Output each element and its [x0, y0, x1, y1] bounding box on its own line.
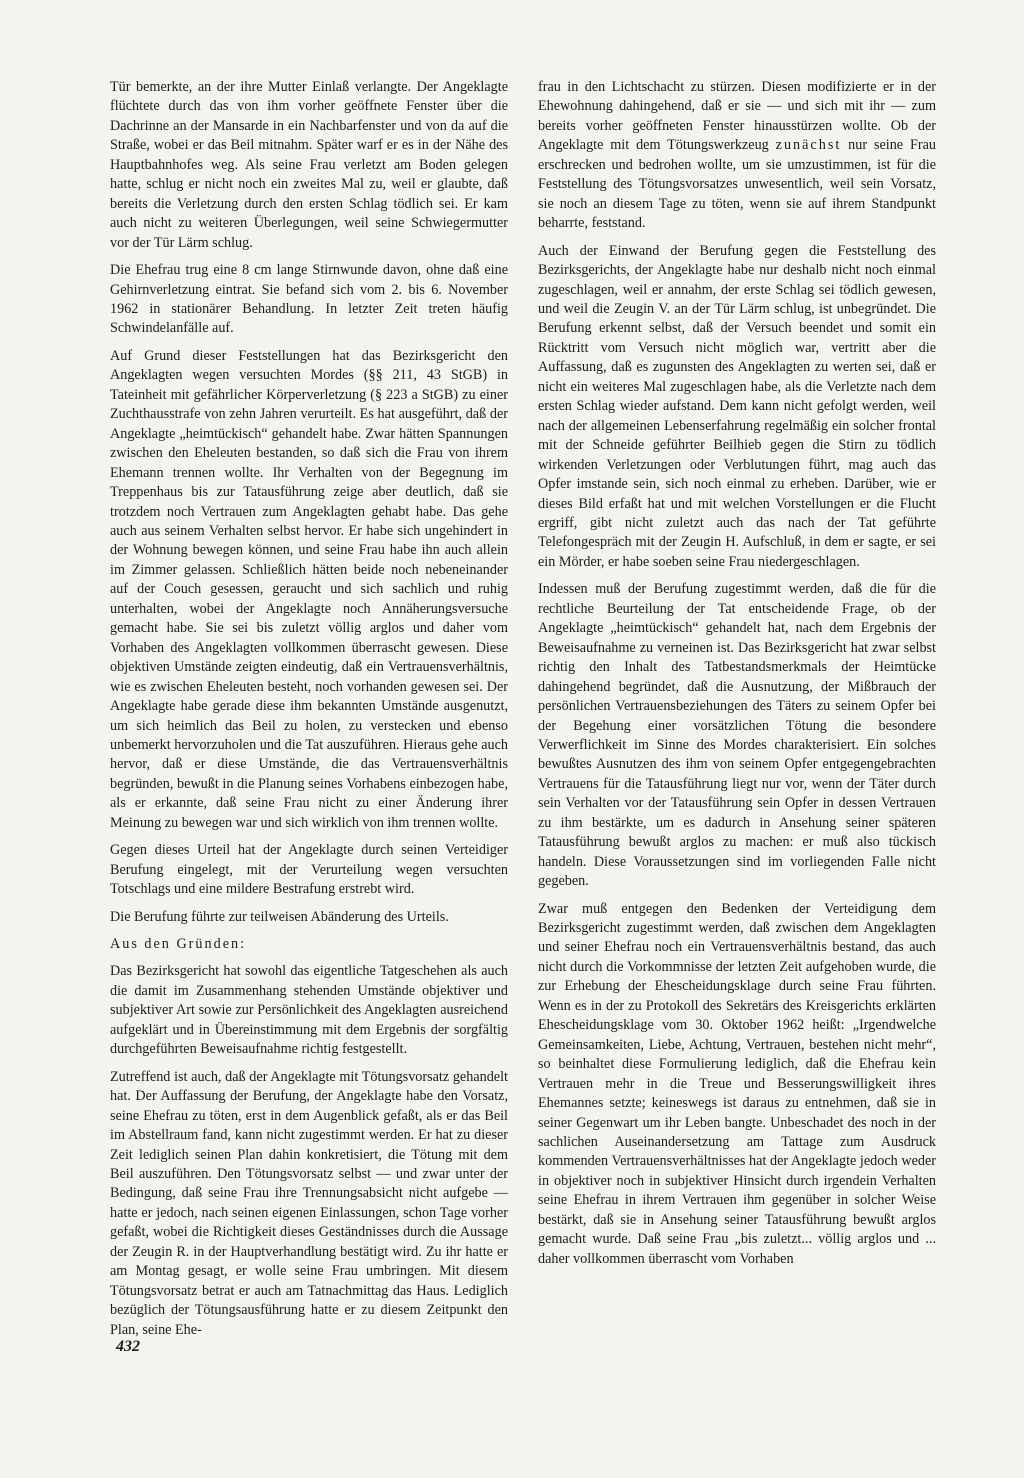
paragraph-continuation: [538, 78, 936, 234]
text-run: nur seine Frau erschrecken und bedrohen wollte, um sie umzustimmen, ist für die Feststellung des Tötungsvorsatzes unwesentlich, weil sein Vorsatz, sie noch an diesem Tage zu töten, wenn sie auf ihrem Standpunkt beharrte, feststand.: [538, 137, 936, 232]
page-number: 432: [116, 1338, 140, 1355]
paragraph: Gegen dieses Urteil hat der Angeklagte durch seinen Verteidiger Berufung eingelegt, mit der Verurteilung wegen versuchten Totschlags und eine mildere Bestrafung erstrebt wird.: [110, 842, 508, 898]
right-column: [538, 78, 936, 1277]
text-run: frau in den Lichtschacht zu stürzen. Diesen modifizierte er in der Ehewohnung dahingehend, daß er sie — und sich mit ihr — zum bereits vorher geöffneten Fenster hinausstürzen wollte. Ob der Angeklagte mit dem Tötungswerkzeug: [538, 79, 936, 154]
left-column: [110, 78, 508, 1348]
paragraph: Die Ehefrau trug eine 8 cm lange Stirnwunde davon, ohne daß eine Gehirnverletzung eintrat. Sie befand sich vom 2. bis 6. November 1962 in stationärer Behandlung. In letzter Zeit treten häufig Schwindelanfälle auf.: [110, 262, 508, 337]
paragraph: Das Bezirksgericht hat sowohl das eigentliche Tatgeschehen als auch die damit im Zusammenhang stehenden Umstände objektiver und subjektiver Art sowie zur Persönlichkeit des Angeklagten ausreichend aufgeklärt und in Übereinstimmung mit dem Ergebnis der sorgfältig durchgeführten Beweisaufnahme richtig festgestellt.: [110, 963, 508, 1058]
paragraph: Auch der Einwand der Berufung gegen die Feststellung des Bezirksgerichts, der Angeklagte habe nur deshalb nicht noch einmal zugeschlagen, weil er annahm, der erste Schlag sei tödlich gewesen, und weil die Zeugin V. an der Tür Lärm schlug, ist unbegründet. Die Berufung erkennt selbst, daß der Versuch beendet und somit ein Rücktritt vom Versuch nicht möglich war, vertritt aber die Auffassung, daß es zugunsten des Angeklagten zu werten sei, daß er nicht ein weiteres Mal zugeschlagen habe, als die Verletzte nach dem ersten Schlag wieder aufstand. Dem kann nicht gefolgt werden, weil nach der allgemeinen Lebenserfahrung regelmäßig ein solcher frontal mit der Schneide geführter Beilhieb gegen die Stirn zu tödlich wirkenden Verletzungen oder Verblutungen führt, mag auch das Opfer imstande sein, sich noch einmal zu erheben. Darüber, wie er dieses Bild erfaßt hat und mit welchen Vorstellungen er die Flucht ergriff, gibt nicht zuletzt auch das nach der Tat geführte Telefongespräch mit der Zeugin H. Aufschluß, in dem er sagte, er sei ein Mörder, er habe soeben seine Frau niedergeschlagen.: [538, 242, 936, 570]
paragraph: Die Berufung führte zur teilweisen Abänderung des Urteils.: [110, 908, 449, 925]
paragraph: Tür bemerkte, an der ihre Mutter Einlaß verlangte. Der Angeklagte flüchtete durch das von ihm vorher geöffnete Fenster über die Dachrinne an der Mansarde in ein Nachbarfenster und von da auf die Straße, wobei er das Beil mitnahm. Später warf er es in der Nähe des Hauptbahnhofes weg. Als seine Frau verletzt am Boden gelegen hatte, schlug er nicht noch ein zweites Mal zu, weil er glaubte, daß bereits die Verletzung durch den ersten Schlag tödlich sei. Er kam auch nicht zu weiteren Überlegungen, weil seine Schwiegermutter vor der Tür Lärm schlug.: [110, 79, 508, 251]
paragraph: Indessen muß der Berufung zugestimmt werden, daß die für die rechtliche Beurteilung der Tat entscheidende Frage, ob der Angeklagte „heimtückisch“ gehandelt hat, nach dem Ergebnis der Beweisaufnahme zu verneinen ist. Das Bezirksgericht hat zwar selbst richtig den Inhalt des Tatbestandsmerkmals der Heimtücke dahingehend begründet, daß die Ausnutzung, der Mißbrauch der persönlichen Vertrauensbeziehungen des Täters zu seinem Opfer bei der Begehung einer vorsätzlichen Tötung die besondere Verwerflichkeit im Sinne des Mordes charakterisiert. Ein solches bewußtes Ausnutzen des ihm von seinem Opfer entgegengebrachten Vertrauens für die Tatausführung liegt nur vor, wenn der Täter durch sein Verhalten vor der Tatausführung sein Opfer in dessen Vertrauen zu ihm bestärkte, um es dadurch in Ansehung seiner späteren Tatausführung bewußt arglos zu machen: er muß also tückisch handeln. Diese Voraussetzungen sind im vorliegenden Falle nicht gegeben.: [538, 581, 936, 890]
emphasized-word: zunächst: [775, 137, 842, 154]
paragraph: Zutreffend ist auch, daß der Angeklagte mit Tötungsvorsatz gehandelt hat. Der Auffassung der Berufung, der Angeklagte habe den Vorsatz, seine Ehefrau zu töten, erst in dem Augenblick gefaßt, als er das Beil im Abstellraum fand, kann nicht zugestimmt werden. Er hat zu dieser Zeit lediglich seinen Plan dahin konkretisiert, die Tötung mit dem Beil auszuführen. Den Tötungsvorsatz selbst — und zwar unter der Bedingung, daß seine Frau ihre Trennungsabsicht nicht aufgebe — hatte er jedoch, nach seinen eigenen Einlassungen, schon Tage vorher gefaßt, wobei die Richtigkeit dieses Geständnisses durch die Aussage der Zeugin R. in der Hauptverhandlung bestätigt wird. Zu ihr hatte er am Montag gesagt, er wolle seine Frau umbringen. Mit diesem Tötungsvorsatz betrat er auch am Tatnachmittag das Haus. Lediglich bezüglich der Tötungsausführung hatte er zu diesem Zeitpunkt den Plan, seine Ehe-: [110, 1068, 508, 1338]
paragraph: Zwar muß entgegen den Bedenken der Verteidigung dem Bezirksgericht zugestimmt werden, daß zwischen dem Angeklagten und seiner Ehefrau noch ein Vertrauensverhältnis bestand, das auch nicht durch die Vorkommnisse der letzten Zeit aufgehoben wurde, die zur Erhebung der Ehescheidungsklage durch seine Frau führten. Wenn es in der zu Protokoll des Sekretärs des Kreisgerichts erklärten Ehescheidungsklage vom 30. Oktober 1962 heißt: „Irgendwelche Gemeinsamkeiten, Liebe, Achtung, Vertrauen, bestehen nicht mehr“, so beinhaltet diese Formulierung lediglich, daß die Ehefrau kein Vertrauen mehr in die Treue und Besserungswilligkeit ihres Ehemannes setzte; keineswegs ist daraus zu entnehmen, daß sie in seiner Gegenwart um ihr Leben bangte. Unbeschadet des noch in der sachlichen Auseinandersetzung am Tattage zum Ausdruck kommenden Vertrauensverhältnisses hat der Angeklagte jedoch weder in objektiver noch in subjektiver Hinsicht durch irgendein Verhalten seine Ehefrau in ihrem Vertrauen ihm gegenüber in solcher Weise bestärkt, daß sie in Ansehung seiner Tatausführung bewußt arglos gemacht wurde. Daß seine Frau „bis zuletzt... völlig arglos und ... daher vollkommen überrascht vom Vorhaben: [538, 900, 936, 1267]
paragraph: Auf Grund dieser Feststellungen hat das Bezirksgericht den Angeklagten wegen versuchten Mordes (§§ 211, 43 StGB) in Tateinheit mit gefährlicher Körperverletzung (§ 223 a StGB) zu einer Zuchthausstrafe von zehn Jahren verurteilt. Es hat ausgeführt, daß der Angeklagte „heimtückisch“ gehandelt habe. Zwar hätten Spannungen zwischen den Eheleuten bestanden, so daß sich die Frau von ihrem Ehemann trennen wollte. Ihr Verhalten von der Begegnung im Treppenhaus bis zur Tatausführung zeige aber deutlich, daß sie trotzdem noch Vertrauen zum Angeklagten gehabt habe. Das gehe auch aus seinem Verhalten selbst hervor. Er habe sich ungehindert in der Wohnung bewegen können, und seine Frau habe ihn auch allein im Zimmer gelassen. Schließlich hätten beide noch nebeneinander auf der Couch gesessen, geraucht und sich sachlich und ruhig unterhalten, wobei der Angeklagte noch Annäherungsversuche gemacht habe. Sie sei bis zuletzt völlig arglos und daher vom Vorhaben des Angeklagten vollkommen überrascht gewesen. Diese objektiven Umstände zeigten eindeutig, daß ein Vertrauensverhältnis, wie es zwischen Eheleuten besteht, noch vorhanden gewesen sei. Der Angeklagte habe gerade diese ihm bekannten Umstände ausgenutzt, um sich heimlich das Beil zu holen, zu verstecken und ebenso unbemerkt hervorzuholen und die Tat auszuführen. Hieraus gehe auch hervor, daß er diese Umstände, die das Vertrauensverhältnis begründen, bewußt in die Planung seines Vorhabens einbezogen habe, als er erkannte, daß seine Frau nicht zu einer Änderung ihrer Meinung zu bewegen war und sich wirklich von ihm trennen wollte.: [110, 347, 508, 831]
section-heading: Aus den Gründen:: [110, 936, 247, 953]
